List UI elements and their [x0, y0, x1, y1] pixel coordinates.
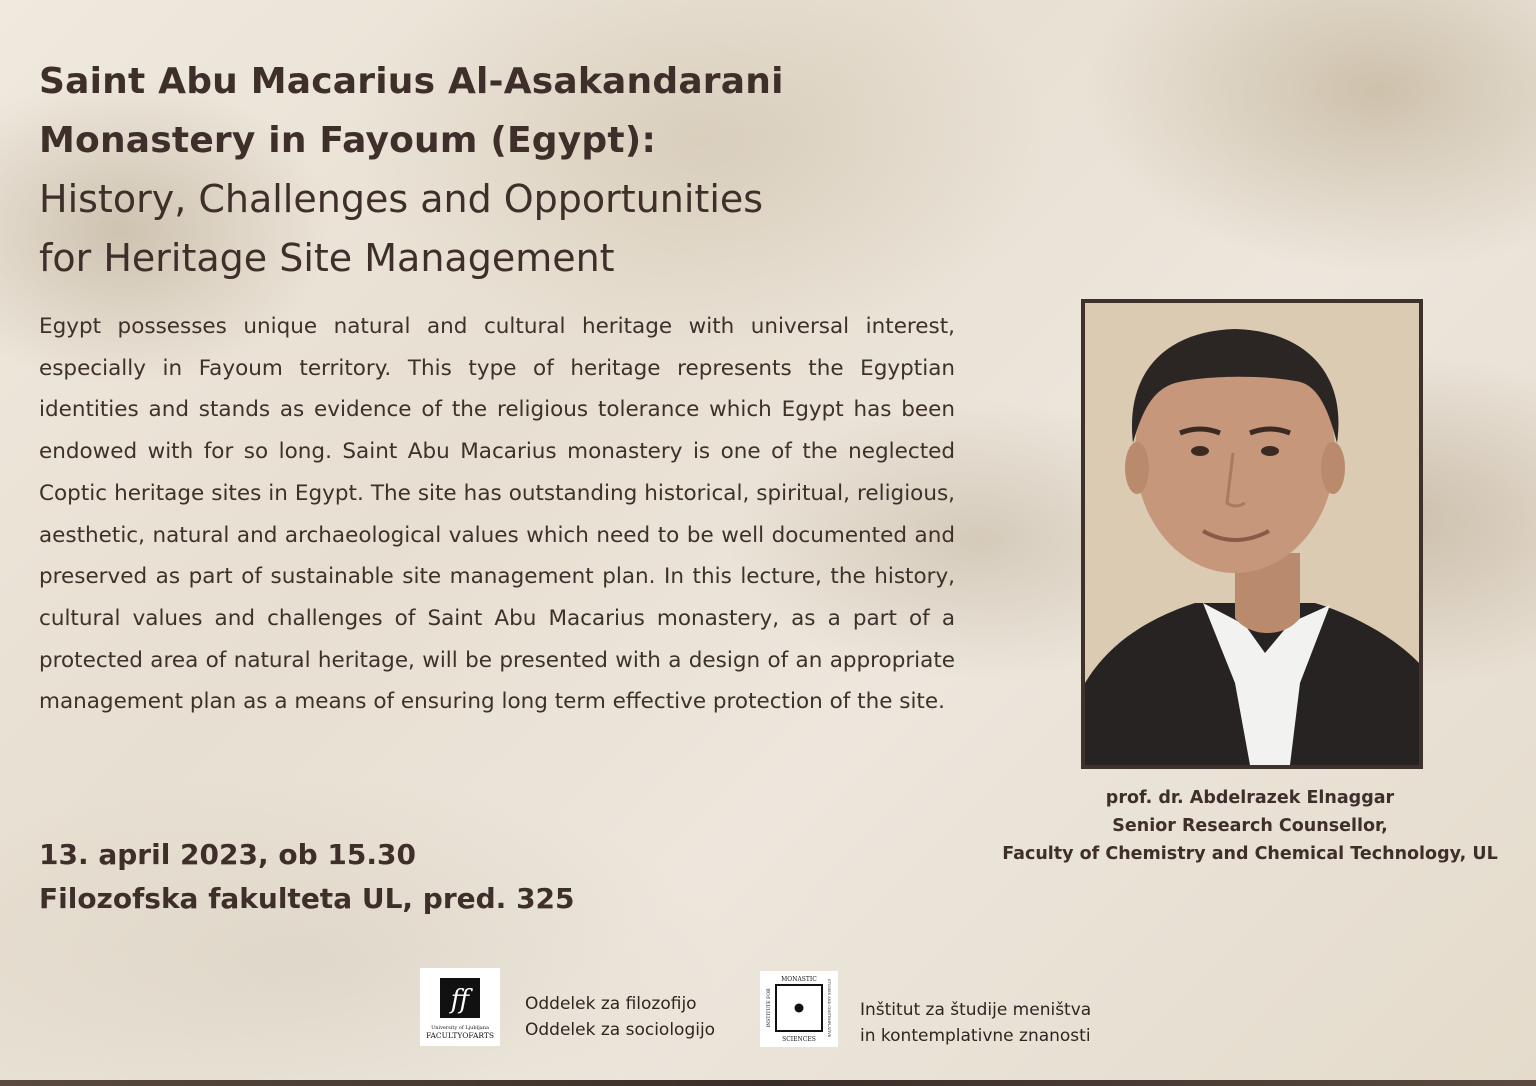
event-location: Filozofska fakulteta UL, pred. 325: [39, 882, 575, 915]
ims-logo-right: STUDIES AND CONTEMPLATIVE: [827, 978, 831, 1038]
institute-logo: [760, 971, 838, 1047]
department-list: [525, 991, 715, 1043]
ff-logo-letters: ff: [450, 985, 470, 1015]
institute-name-line-1: Inštitut za študije meništva: [860, 1000, 1092, 1020]
abstract-text: Egypt possesses unique natural and cultural heritage with universal interest, especially in Fayoum territory. This type of heritage represents the Egyptian identities and stands as evidence of the religious tolerance which Egypt has been endowed with for so long. Saint Abu Macarius monastery is one of the neglected Coptic heritage sites in Egypt. The site has outstanding historical, spiritual, religious, aesthetic, natural and archaeological values which need to be well documented and preserved as part of sustainable site management plan. In this lecture, the history, cultural values and challenges of Saint Abu Macarius monastery, as a part of a protected area of natural heritage, will be presented with a design of an appropriate management plan as a means of ensuring long term effective protection of the site.: [39, 314, 955, 715]
ff-logo-text: FACULTYOFARTS: [425, 1031, 495, 1040]
event-date-time: 13. april 2023, ob 15.30: [39, 838, 416, 871]
subtitle-line-2: for Heritage Site Management: [39, 236, 615, 280]
lecture-subtitle: [39, 170, 939, 288]
speaker-name: prof. dr. Abdelrazek Elnaggar: [1105, 788, 1395, 808]
lecture-title: [39, 52, 939, 170]
ff-logo-university: University of Ljubljana: [431, 1025, 489, 1031]
subtitle-line-1: History, Challenges and Opportunities: [39, 177, 764, 221]
speaker-photo: [1081, 299, 1423, 769]
ims-logo-bottom: SCIENCES: [782, 1036, 816, 1043]
speaker-caption: [985, 784, 1515, 868]
department-sociology: Oddelek za sociologijo: [525, 1020, 716, 1040]
speaker-affiliation: Faculty of Chemistry and Chemical Technology, UL: [1002, 844, 1498, 864]
speaker-position: Senior Research Counsellor,: [1112, 816, 1388, 836]
speaker-portrait-illustration: [1085, 303, 1419, 765]
title-line-2: Monastery in Fayoum (Egypt):: [39, 120, 657, 161]
institute-name: [860, 997, 1091, 1049]
title-line-1: Saint Abu Macarius Al-Asakandarani: [39, 61, 784, 102]
ims-logo-top: MONASTIC: [781, 976, 817, 983]
bottom-border: [0, 1080, 1536, 1086]
ims-logo-mark: [760, 971, 838, 1047]
department-philosophy: Oddelek za filozofijo: [525, 994, 697, 1014]
event-details: [39, 833, 739, 921]
faculty-of-arts-logo: [420, 968, 500, 1046]
ims-logo-left: INSTITUTE FOR: [767, 988, 772, 1028]
ff-logo-mark: [420, 968, 500, 1046]
institute-name-line-2: in kontemplativne znanosti: [860, 1026, 1091, 1046]
